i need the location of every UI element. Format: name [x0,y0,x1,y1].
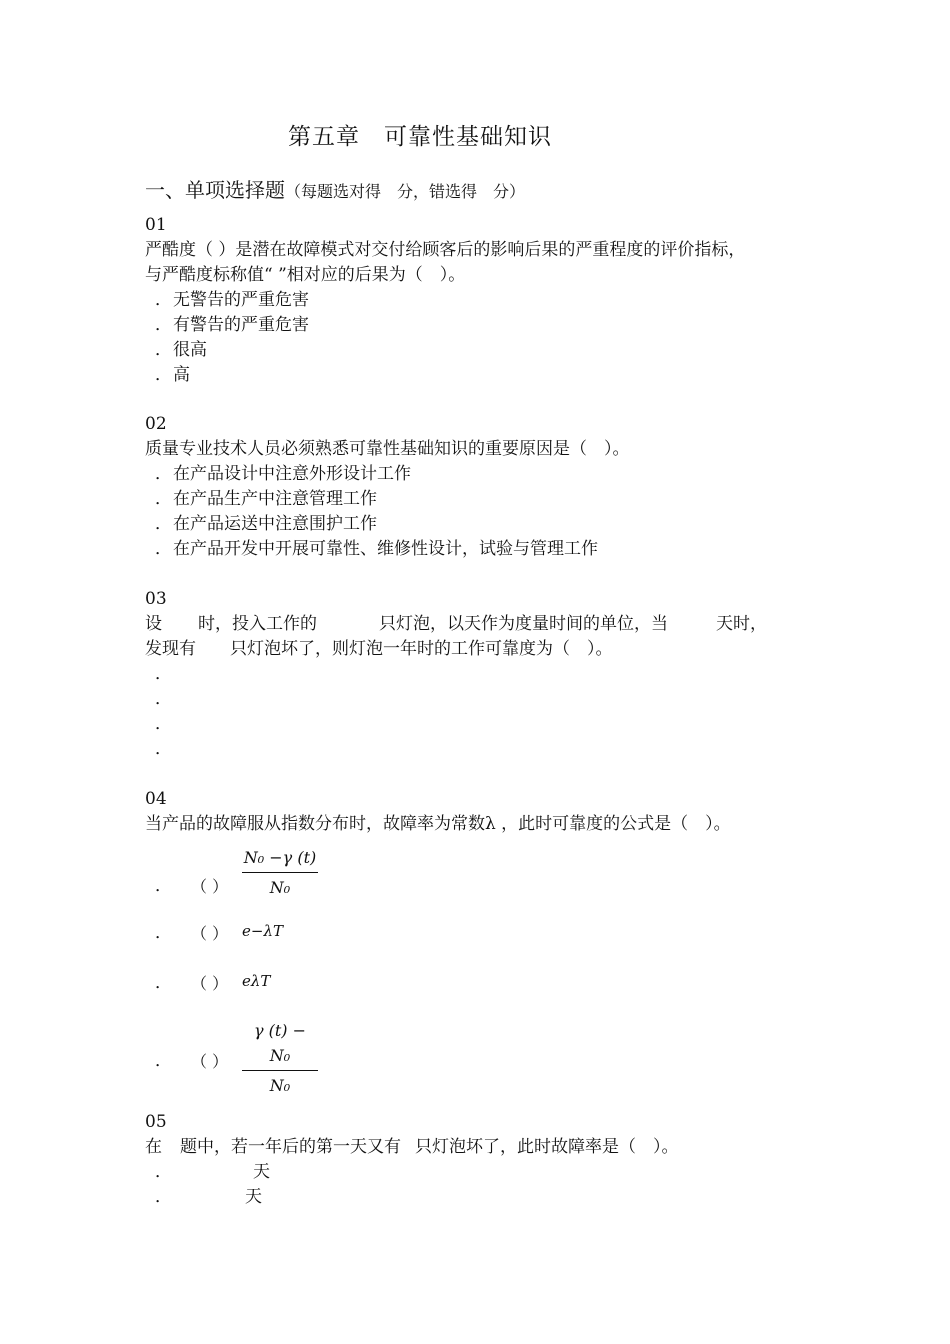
option-d: ． [155,739,172,759]
question-number: 01 [145,215,167,235]
formula-fraction: $\frac{\text{γ (t) − N₀}}{\text{N₀}}$ [242,1018,318,1098]
question-01 [145,213,825,388]
formula-fraction: $\frac{\text{N₀ −γ (t)}}{\text{N₀}}$ [242,845,318,900]
option-b: ． [155,689,172,709]
option-a: ．无警告的严重危害 [155,290,309,310]
section-heading [145,174,525,203]
question-stem-line: 当产品的故障服从指数分布时，故障率为常数λ ，此时可靠度的公式是（ ）。 [145,814,731,834]
question-number: 03 [145,589,167,609]
question-stem-line: 发现有 只灯泡坏了，则灯泡一年时的工作可靠度为（ ）。 [145,639,613,659]
question-02 [145,412,825,562]
option-c: ．很高 [155,340,207,360]
option-d: ． （ ） $\frac{\text{γ (t) − N₀}}{\text{N₀}}$ [145,1018,825,1078]
option-b: ．在产品生产中注意管理工作 [155,489,377,509]
question-03 [145,587,810,762]
option-a: ． （ ） $\frac{\text{N₀ −γ (t)}}{\text{N₀}}$ [145,845,825,903]
option-c: ． （ ） eλT [145,970,825,1000]
section-note: （每题选对得 分，错选得 分） [285,182,526,201]
question-stem-line: 在 题中，若一年后的第一天又有 只灯泡坏了，此时故障率是（ ）。 [145,1137,679,1157]
chapter-title: 第五章 可靠性基础知识 [288,124,552,150]
option-a: ．在产品设计中注意外形设计工作 [155,464,411,484]
formula-exp: eλT [242,972,271,990]
question-number: 02 [145,414,167,434]
question-stem-line: 质量专业技术人员必须熟悉可靠性基础知识的重要原因是（ ）。 [145,439,630,459]
option-b: ．有警告的严重危害 [155,315,309,335]
option-c: ． [155,714,172,734]
option-b: ． 天 [155,1187,262,1207]
section-title: 一、单项选择题 [145,178,285,202]
option-d: ．在产品开发中开展可靠性、维修性设计，试验与管理工作 [155,539,598,559]
option-b: ． （ ） e−λT [145,920,825,950]
option-a: ． 天 [155,1162,270,1182]
question-number: 05 [145,1112,167,1132]
question-05 [145,1110,825,1210]
question-number: 04 [145,789,167,809]
formula-exp: e−λT [242,922,283,940]
question-stem-line: 严酷度（ ）是潜在故障模式对交付给顾客后的影响后果的严重程度的评价指标， [145,240,746,260]
question-stem-line: 设 时，投入工作的 只灯泡，以天作为度量时间的单位，当 天时， [145,614,767,634]
option-c: ．在产品运送中注意围护工作 [155,514,377,534]
question-stem-line: 与严酷度标称值“ ”相对应的后果为（ ）。 [145,265,466,285]
option-a: ． [155,664,172,684]
question-04 [145,787,825,837]
option-d: ．高 [155,365,190,385]
